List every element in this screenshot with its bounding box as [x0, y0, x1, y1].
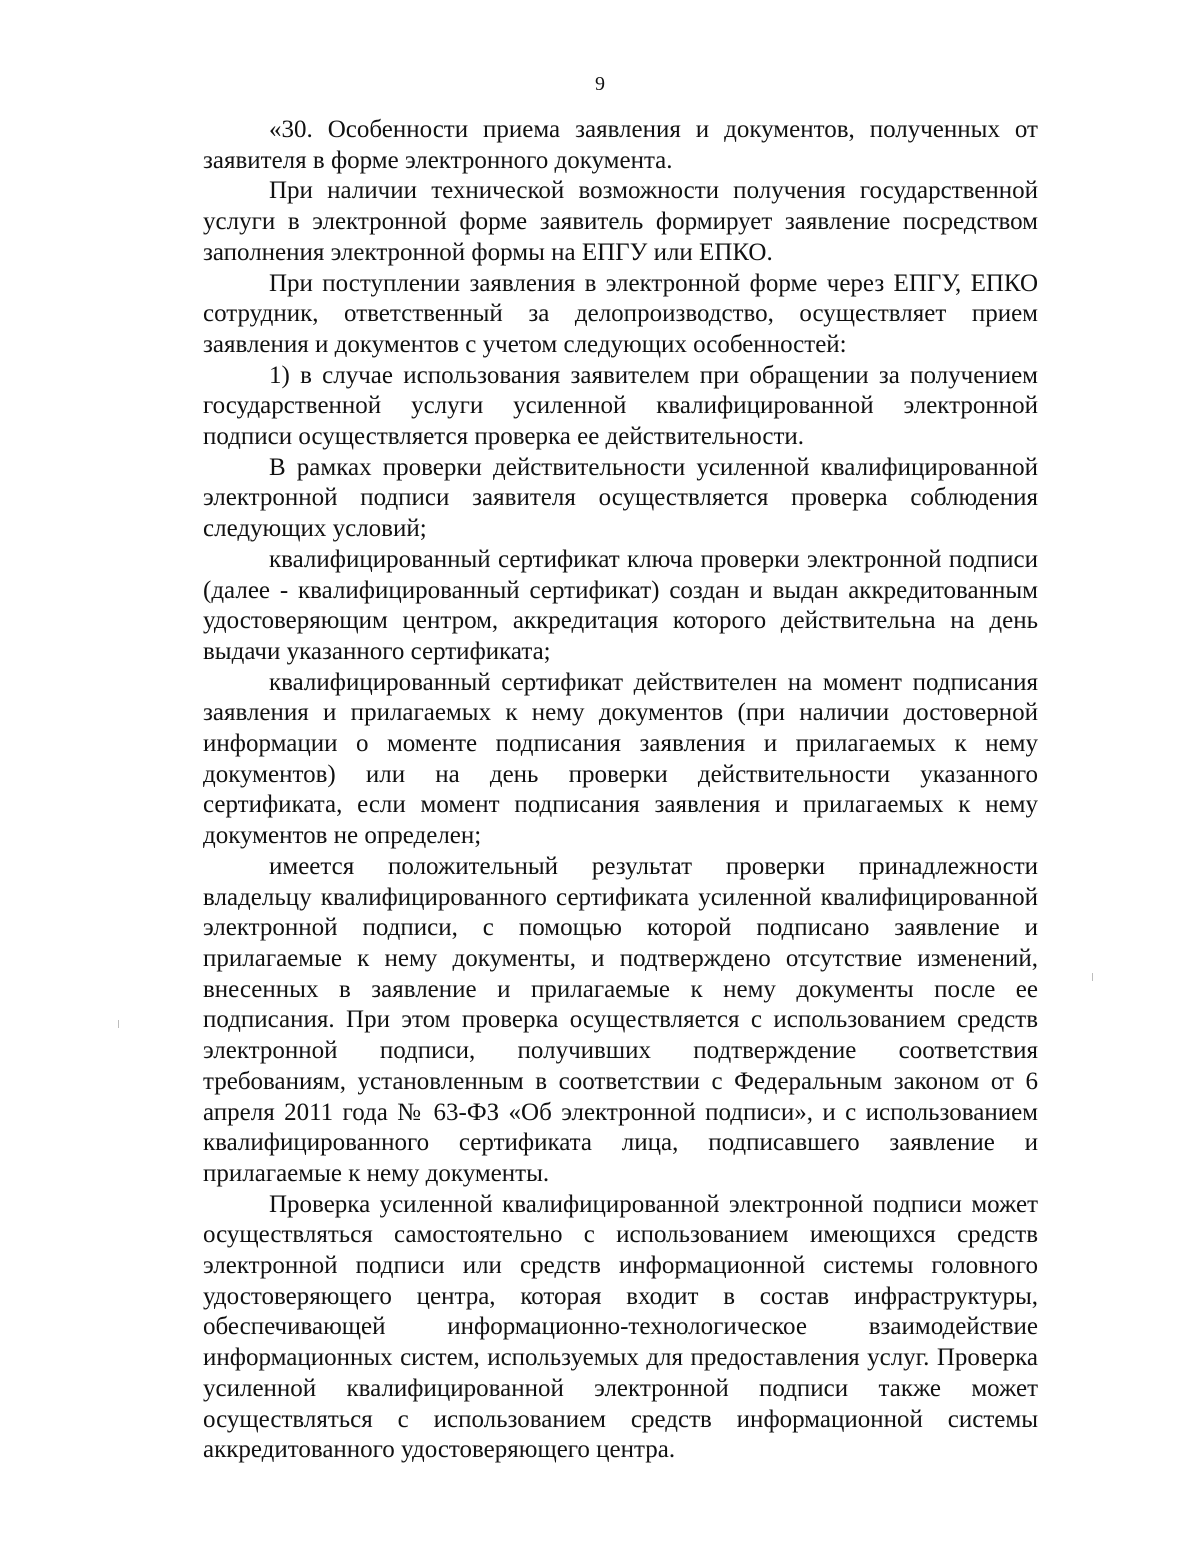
paragraph-receipt-procedure: При поступлении заявления в электронной форме через ЕПГУ, ЕПКО сотрудник, ответственный за делопроизводство, осуществляет прием заявления и документов с учетом следующих особенностей:: [203, 269, 1038, 358]
paragraph-verification-conditions: В рамках проверки действительности усиленной квалифицированной электронной подписи заявителя осуществляется проверка соблюдения следующих условий;: [203, 453, 1038, 543]
scan-artifact-left: [118, 1020, 119, 1028]
paragraph-verification-means: Проверка усиленной квалифицированной электронной подписи может осуществляться самостоятельно с использованием имеющихся средств электронной подписи или средств информационной системы головного удостоверяющего центра, которая входит в состав инфраструктуры, обеспечивающей информационно-технологическое взаимодействие информационных систем, используемых для предоставления услуг. Проверка усиленной квалифицированной электронной подписи также может осуществляться с использованием средств информационной системы аккредитованного удостоверяющего центра.: [203, 1190, 1038, 1464]
document-body: [203, 115, 1038, 1466]
scan-artifact-right: [1092, 973, 1093, 981]
page-number: 9: [595, 73, 605, 95]
paragraph-item-1: 1) в случае использования заявителем при обращении за получением государственной услуги усиленной квалифицированной электронной подписи осуществляется проверка ее действительности.: [203, 361, 1038, 451]
paragraph-section-30-title: «30. Особенности приема заявления и документов, полученных от заявителя в форме электронного документа.: [203, 116, 1038, 174]
paragraph-electronic-form: При наличии технической возможности получения государственной услуги в электронной форме заявитель формирует заявление посредством заполнения электронной формы на ЕПГУ или ЕПКО.: [203, 177, 1038, 266]
paragraph-condition-certificate-valid: квалифицированный сертификат действителен на момент подписания заявления и прилагаемых к нему документов (при наличии достоверной информации о моменте подписания заявления и прилагаемых к нему документов) или на день проверки действительности указанного сертификата, если момент подписания заявления и прилагаемых к нему документов не определен;: [203, 668, 1038, 850]
paragraph-condition-certificate-issued: квалифицированный сертификат ключа проверки электронной подписи (далее - квалифицированный сертификат) создан и выдан аккредитованным удостоверяющим центром, аккредитация которого действительна на день выдачи указанного сертификата;: [203, 545, 1038, 665]
paragraph-condition-positive-result: имеется положительный результат проверки принадлежности владельцу квалифицированного сертификата усиленной квалифицированной электронной подписи, с помощью которой подписано заявление и прилагаемые к нему документы, и подтверждено отсутствие изменений, внесенных в заявление и прилагаемые к нему документы после ее подписания. При этом проверка осуществляется с использованием средств электронной подписи, получивших подтверждение соответствия требованиям, установленным в соответствии с Федеральным законом от 6 апреля 2011 года № 63-ФЗ «Об электронной подписи», и с использованием квалифицированного сертификата лица, подписавшего заявление и прилагаемые к нему документы.: [203, 852, 1038, 1187]
